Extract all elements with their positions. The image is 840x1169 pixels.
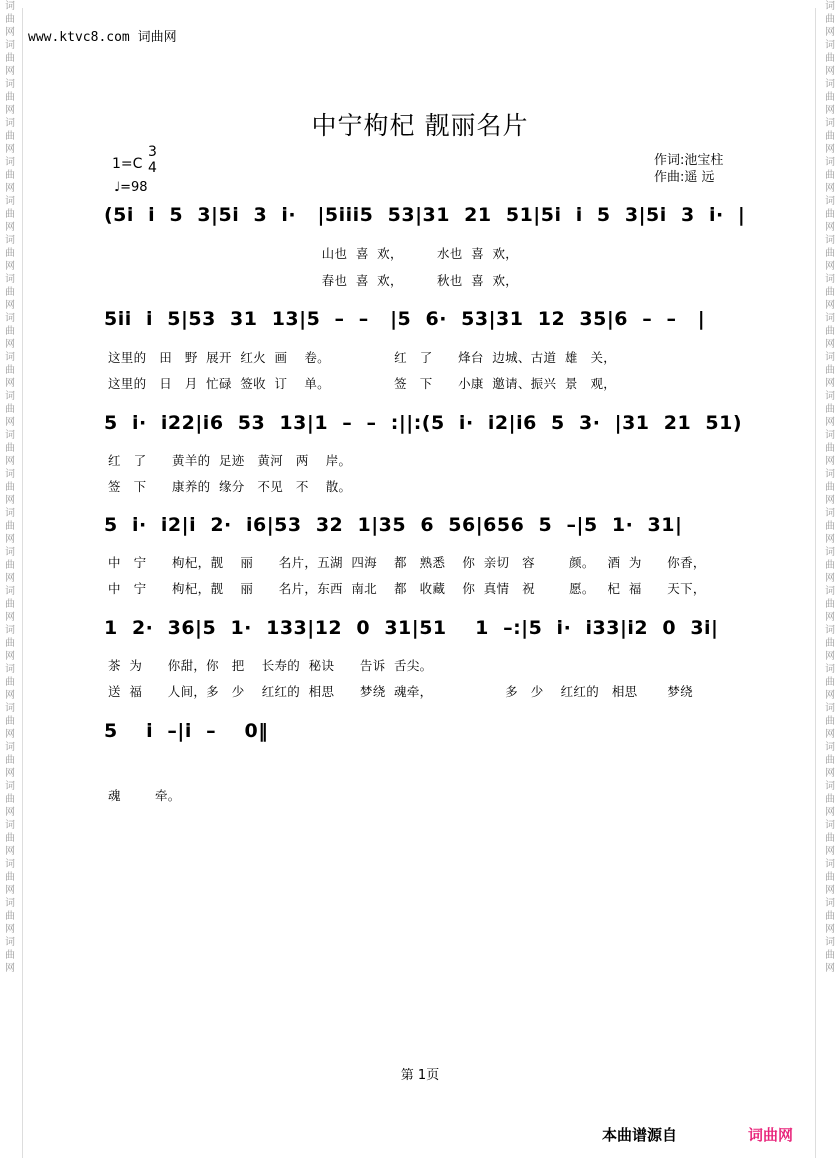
notes-line-6: 5 i –|i – 0‖ <box>104 720 269 742</box>
lyric-line-5b: 送 福 人间，多 少 红红的 相思 梦绕 魂牵， 多 少 红红的 相思 梦绕 <box>108 684 693 699</box>
lyric-line-4b: 中 宁 枸杞，靓 丽 名片，东西 南北 都 收藏 你 真情 祝 愿。 杞 福 天下， <box>108 581 706 596</box>
notes-line-2: 5ii i 5|53 31 13|5 – – |5 6· 53|31 12 35|6 – – | <box>104 308 706 330</box>
credits <box>654 152 723 186</box>
lyric-line-1a: 山也 喜 欢， 水也 喜 欢， <box>108 246 519 261</box>
lyric-line-3b: 签 下 康养的 缘分 不见 不 散。 <box>108 479 352 494</box>
key-signature: 1=C <box>112 156 143 172</box>
notes-line-4: 5 i· i2|i 2· i6|53 32 1|35 6 56|656 5 –|5 1· 31| <box>104 514 683 536</box>
notes-line-1: (5i i 5 3|5i 3 i· |5iii5 53|31 21 51|5i i 5 3|5i 3 i· | <box>104 204 746 226</box>
side-watermark-left: 词曲网词曲网词曲网词曲网词曲网词曲网词曲网词曲网词曲网词曲网词曲网词曲网词曲网词曲网词曲网词曲网词曲网词曲网词曲网词曲网词曲网词曲网词曲网词曲网词曲网 <box>5 1 15 974</box>
lyric-line-4a: 中 宁 枸杞，靓 丽 名片，五湖 四海 都 熟悉 你 亲切 容 颜。 酒 为 你香， <box>108 555 706 570</box>
lyric-line-6: 魂 牵。 <box>108 788 181 803</box>
notes-line-3: 5 i· i22|i6 53 13|1 – – :||:(5 i· i2|i6 5 3· |31 21 51) <box>104 412 743 434</box>
tempo-marking: ♩=98 <box>114 180 148 195</box>
notes-line-5: 1 2· 36|5 1· 133|12 0 31|51 1 –:|5 i· i33|i2 0 3i| <box>104 617 719 639</box>
composer: 作曲:遥 远 <box>654 170 715 185</box>
lyric-line-3a: 红 了 黄羊的 足迹 黄河 两 岸。 <box>108 453 352 468</box>
side-watermark-right: 词曲网词曲网词曲网词曲网词曲网词曲网词曲网词曲网词曲网词曲网词曲网词曲网词曲网词曲网词曲网词曲网词曲网词曲网词曲网词曲网词曲网词曲网词曲网词曲网词曲网 <box>825 1 835 974</box>
lyric-line-1b: 春也 喜 欢， 秋也 喜 欢， <box>108 273 519 288</box>
source-label: 本曲谱源自 <box>602 1126 678 1144</box>
lyric-line-2a: 这里的 田 野 展开 红火 画 卷。 红 了 烽台 边城、古道 雄 关， <box>108 350 617 365</box>
time-signature <box>148 144 157 176</box>
page-number: 第 1页 <box>400 1068 440 1083</box>
lyricist: 作词:池宝柱 <box>654 153 724 168</box>
brand-link[interactable]: 词曲网 <box>748 1126 794 1144</box>
lyric-line-5a: 茶 为 你甜，你 把 长寿的 秘诀 告诉 舌尖。 <box>108 658 433 673</box>
site-url[interactable]: www.ktvc8.com 词曲网 <box>28 30 177 45</box>
lyric-line-2b: 这里的 日 月 忙碌 签收 订 单。 签 下 小康 邀请、振兴 景 观， <box>108 376 617 391</box>
time-signature-value: 3 4 <box>148 144 157 176</box>
song-title: 中宁枸杞 靓丽名片 <box>311 111 529 140</box>
